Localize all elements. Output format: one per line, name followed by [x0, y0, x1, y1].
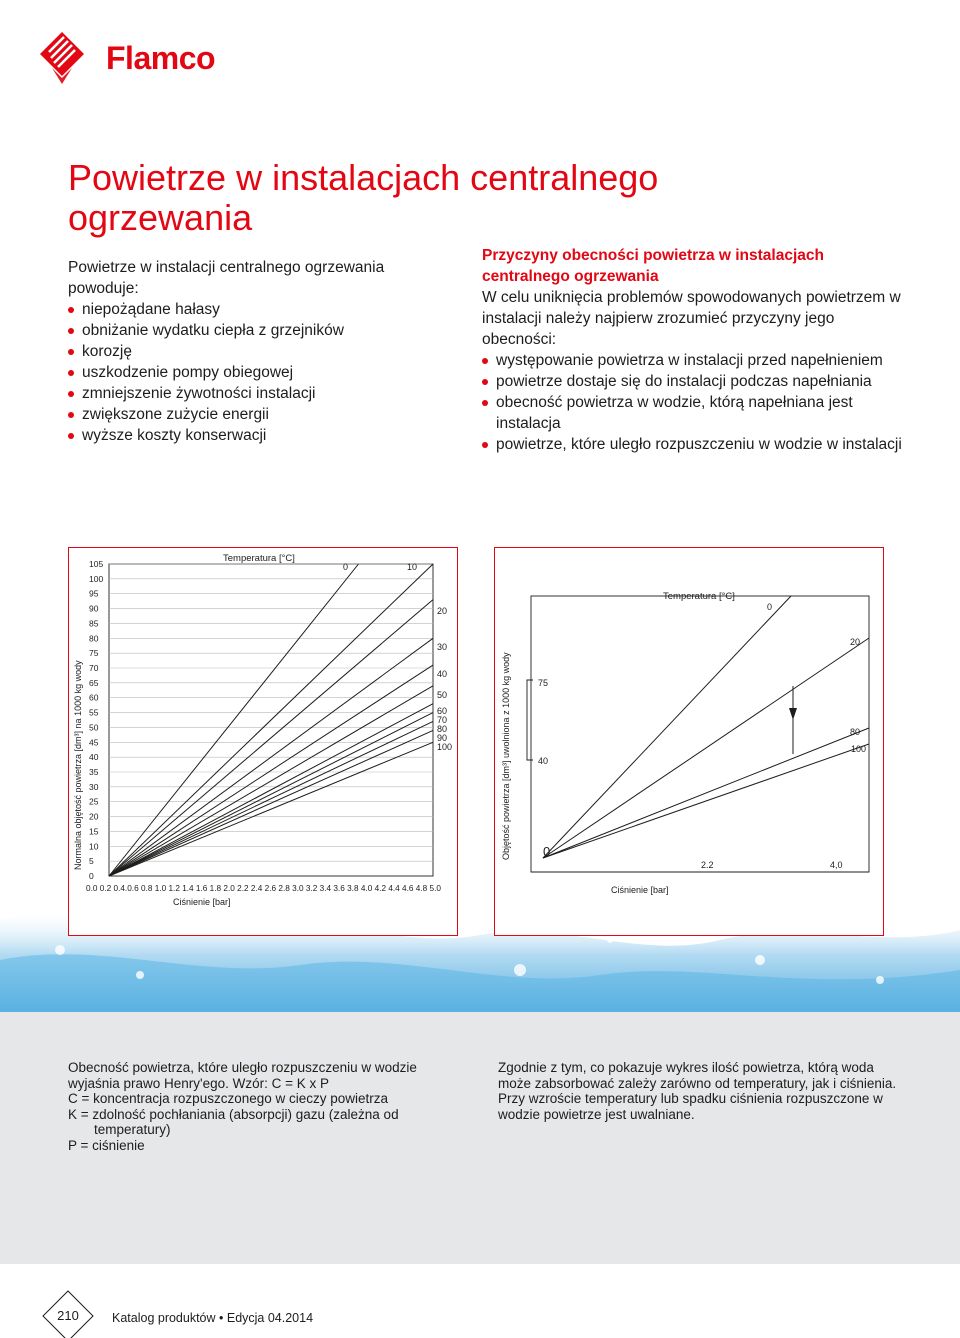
series-0 [543, 596, 791, 858]
list-item: zwiększone zużycie energii [68, 404, 448, 425]
chart-ylabel: Normalna objętość powietrza [dm³] na 1000 kg wody [73, 660, 83, 870]
bracket-75 [527, 680, 533, 760]
y-tick-label: 100 [89, 573, 104, 584]
henry-law-text [68, 1060, 468, 1153]
release-explanation-text [498, 1060, 898, 1122]
list-item: powietrze dostaje się do instalacji podczas napełniania [482, 371, 902, 392]
series-label-0: 0 [343, 562, 349, 572]
list-item: uszkodzenie pompy obiegowej [68, 362, 448, 383]
y-tick-label: 20 [89, 811, 99, 822]
y-tick-label: 25 [89, 796, 99, 807]
causes-intro: W celu uniknięcia problemów spowodowanych powietrzem w instalacji należy najpierw zrozumieć przyczyny jego obecności: [482, 289, 901, 348]
y-tick-label: 40 [89, 752, 99, 763]
y-tick-label: 5 [89, 856, 94, 867]
effects-column [68, 257, 448, 446]
label-0-top: 0 [767, 602, 773, 612]
y-tick-label: 70 [89, 663, 99, 673]
chart-frame [531, 596, 869, 872]
page-number: 210 [57, 1308, 79, 1323]
y-tick-label: 45 [89, 737, 99, 748]
y-tick-label: 80 [89, 633, 99, 644]
label-80: 80 [850, 727, 861, 737]
series-line-10 [109, 564, 433, 876]
henry-line: P = ciśnienie [68, 1137, 145, 1153]
causes-list [482, 350, 902, 455]
label-20: 20 [850, 637, 861, 647]
series-line-40 [109, 665, 433, 876]
henry-line: temperatury) [94, 1122, 171, 1137]
series-label-90: 90 [437, 733, 448, 743]
page-title: Powietrze w instalacjach centralnego ogrzewania [68, 157, 659, 238]
list-item: występowanie powietrza w instalacji przed napełnieniem [482, 350, 902, 371]
series-label-100: 100 [437, 742, 453, 752]
y-tick-label: 0 [89, 871, 94, 881]
label-y0: 0 [543, 844, 551, 859]
chart-x-ticks: 0.0 0.2 0.4.0.6 0.8 1.0 1.2 1.4 1.6 1.8 2.0 2.2 2.4 2.6 2.8 3.0 3.2 3.4 3.6 3.8 4.0 4.2 4.4 4.6 4.8 5.0 [86, 884, 442, 893]
chart-title: Temperatura [°C] [663, 591, 735, 602]
series-label-20: 20 [437, 606, 448, 616]
series-label-40: 40 [437, 669, 448, 679]
series-label-30: 30 [437, 642, 448, 652]
chart-air-volume-svg [69, 548, 459, 937]
list-item: obecność powietrza w wodzie, którą napełniana jest instalacja [482, 392, 902, 434]
causes-column [482, 245, 902, 455]
y-tick-label: 95 [89, 588, 99, 599]
effects-intro: Powietrze w instalacji centralnego ogrzewania powoduje: [68, 259, 385, 297]
flamco-logo-icon [40, 32, 84, 84]
y-tick-label: 85 [89, 618, 99, 629]
chart-ylabel: Objętość powietrza [dm³] uwolniona z 1000 kg wody [501, 652, 511, 860]
list-item: niepożądane hałasy [68, 299, 448, 320]
chart-released-air-svg [495, 548, 885, 937]
series-line-80 [109, 721, 433, 876]
series-label-50: 50 [437, 690, 448, 700]
series-line-100 [109, 742, 433, 876]
effects-list [68, 299, 448, 446]
series-label-80: 80 [437, 724, 448, 734]
henry-line: Obecność powietrza, które uległo rozpuszczeniu w wodzie wyjaśnia prawo Henry'ego. Wzór: C = K x P [68, 1060, 417, 1091]
list-item: obniżanie wydatku ciepła z grzejników [68, 320, 448, 341]
y-tick-label: 50 [89, 722, 99, 733]
series-100 [543, 744, 869, 858]
label-y75: 75 [538, 678, 549, 688]
release-arrow-head [789, 708, 797, 720]
chart-air-volume [68, 547, 458, 936]
series-line-20 [109, 600, 433, 876]
series-label-10: 10 [407, 562, 418, 572]
label-100: 100 [851, 744, 867, 754]
chart-xlabel: Ciśnienie [bar] [611, 885, 669, 895]
explanation-paragraph: Zgodnie z tym, co pokazuje wykres ilość powietrza, którą woda może zabsorbować zależy zarówno od temperatury, jak i ciśnienia. Przy wzroście temperatury lub spadku ciśnienia rozpuszczone w wodzie powietrze jest uwalniane. [498, 1060, 897, 1122]
label-y40: 40 [538, 756, 549, 766]
series-label-70: 70 [437, 715, 448, 725]
y-tick-label: 60 [89, 692, 99, 703]
y-tick-label: 55 [89, 707, 99, 718]
list-item: wyższe koszty konserwacji [68, 425, 448, 446]
series-line-60 [109, 704, 433, 876]
y-tick-label: 90 [89, 603, 99, 614]
y-tick-label: 65 [89, 677, 99, 688]
chart-xlabel: Ciśnienie [bar] [173, 897, 231, 907]
chart-released-air [494, 547, 884, 936]
y-tick-label: 75 [89, 648, 99, 659]
y-tick-label: 105 [89, 559, 104, 569]
y-tick-label: 35 [89, 767, 99, 777]
list-item: zmniejszenie żywotności instalacji [68, 383, 448, 404]
list-item: korozję [68, 341, 448, 362]
y-tick-label: 10 [89, 841, 99, 852]
series-line-70 [109, 713, 433, 876]
henry-line: C = koncentracja rozpuszczonego w cieczy powietrza [68, 1091, 389, 1106]
series-line-50 [109, 686, 433, 876]
henry-line: K = zdolność pochłaniania (absorpcji) gazu (zależna od [68, 1106, 399, 1122]
footer-text: Katalog produktów • Edycja 04.2014 [112, 1311, 314, 1325]
brand-name: Flamco [106, 40, 216, 76]
y-tick-label: 15 [89, 826, 99, 837]
label-x22: 2.2 [701, 860, 714, 870]
series-line-90 [109, 730, 433, 876]
series-label-60: 60 [437, 706, 448, 716]
y-tick-label: 30 [89, 781, 99, 792]
flamco-logo [40, 32, 240, 84]
label-x40: 4,0 [830, 860, 843, 870]
causes-heading: Przyczyny obecności powietrza w instalacjach centralnego ogrzewania [482, 247, 824, 285]
chart-title: Temperatura [°C] [223, 553, 295, 564]
list-item: powietrze, które uległo rozpuszczeniu w wodzie w instalacji [482, 434, 902, 455]
